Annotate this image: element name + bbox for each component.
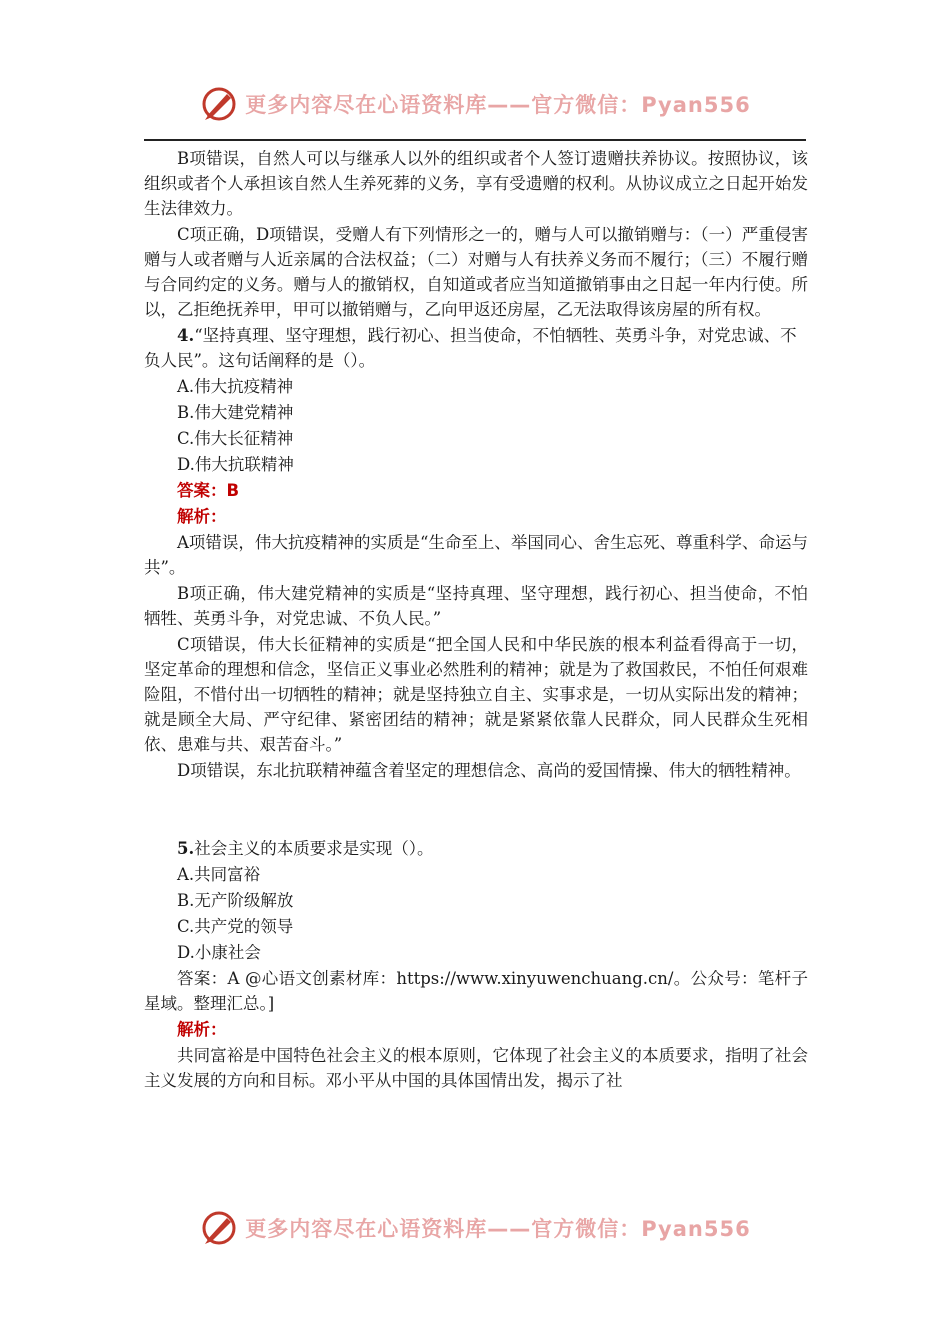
option: C.伟大长征精神 <box>177 429 294 448</box>
option: D.伟大抗联精神 <box>177 455 294 474</box>
header-divider <box>144 139 806 141</box>
question-text: 社会主义的本质要求是实现（）。 <box>194 839 434 858</box>
question-text: “坚持真理、坚守理想，践行初心、担当使命，不怕牺牲、英勇斗争，对党忠诚、不负人民”。这句话阐释的是（）。 <box>144 326 797 370</box>
option: D.小康社会 <box>177 943 261 962</box>
analysis-label: 解析： <box>177 1020 227 1039</box>
analysis-label-line <box>144 1017 808 1042</box>
analysis-paragraph: A项错误，伟大抗疫精神的实质是“生命至上、举国同心、舍生忘死、尊重科学、命运与共”。 <box>144 533 808 577</box>
header-banner <box>0 84 950 124</box>
blank-spacer <box>144 784 808 836</box>
pen-logo-icon <box>199 84 239 124</box>
question-4-stem <box>144 323 808 373</box>
analysis-label: 解析： <box>177 507 227 526</box>
analysis-paragraph: B项正确，伟大建党精神的实质是“坚持真理、坚守理想，践行初心、担当使命，不怕牺牲、英勇斗争，对党忠诚、不负人民。” <box>144 584 808 628</box>
paragraph-b-wrong: B项错误，自然人可以与继承人以外的组织或者个人签订遗赠扶养协议。按照协议，该组织或者个人承担该自然人生养死葬的义务，享有受遗赠的权利。从协议成立之日起开始发生法律效力。 <box>144 149 808 218</box>
question-number: 4. <box>177 326 195 345</box>
option: A.共同富裕 <box>177 865 261 884</box>
option: A.伟大抗疫精神 <box>177 377 294 396</box>
analysis-label-line <box>144 504 808 529</box>
answer-line: 答案：A @心语文创素材库：https://www.xinyuwenchuang.cn/。公众号：笔杆子星域。整理汇总。] <box>144 969 808 1013</box>
document-body <box>144 146 808 1094</box>
banner-text: 更多内容尽在心语资料库——官方微信：Pyan556 <box>245 1217 751 1241</box>
banner-text: 更多内容尽在心语资料库——官方微信：Pyan556 <box>245 93 751 117</box>
option: C.共产党的领导 <box>177 917 294 936</box>
analysis-paragraph: C项错误，伟大长征精神的实质是“把全国人民和中华民族的根本利益看得高于一切，坚定革命的理想和信念，坚信正义事业必然胜利的精神；就是为了救国救民，不怕任何艰难险阻，不惜付出一切牺牲的精神；就是坚持独立自主、实事求是，一切从实际出发的精神；就是顾全大局、严守纪律、紧密团结的精神；就是紧紧依靠人民群众，同人民群众生死相依、患难与共、艰苦奋斗。” <box>144 635 808 754</box>
question-5-stem <box>144 836 808 861</box>
answer-line <box>144 478 808 503</box>
pen-logo-icon <box>199 1208 239 1248</box>
paragraph-cd: C项正确，D项错误，受赠人有下列情形之一的，赠与人可以撤销赠与：（一）严重侵害赠与人或者赠与人近亲属的合法权益；（二）对赠与人有扶养义务而不履行；（三）不履行赠与合同约定的义务。赠与人的撤销权，自知道或者应当知道撤销事由之日起一年内行使。所以，乙拒绝抚养甲，甲可以撤销赠与，乙向甲返还房屋，乙无法取得该房屋的所有权。 <box>144 225 808 319</box>
analysis-paragraph: D项错误，东北抗联精神蕴含着坚定的理想信念、高尚的爱国情操、伟大的牺牲精神。 <box>177 761 801 780</box>
option: B.无产阶级解放 <box>177 891 294 910</box>
answer: 答案：B <box>177 481 240 500</box>
footer-banner <box>0 1208 950 1248</box>
question-number: 5. <box>177 839 195 858</box>
analysis-paragraph: 共同富裕是中国特色社会主义的根本原则，它体现了社会主义的本质要求，指明了社会主义发展的方向和目标。邓小平从中国的具体国情出发，揭示了社 <box>144 1046 808 1090</box>
option: B.伟大建党精神 <box>177 403 294 422</box>
